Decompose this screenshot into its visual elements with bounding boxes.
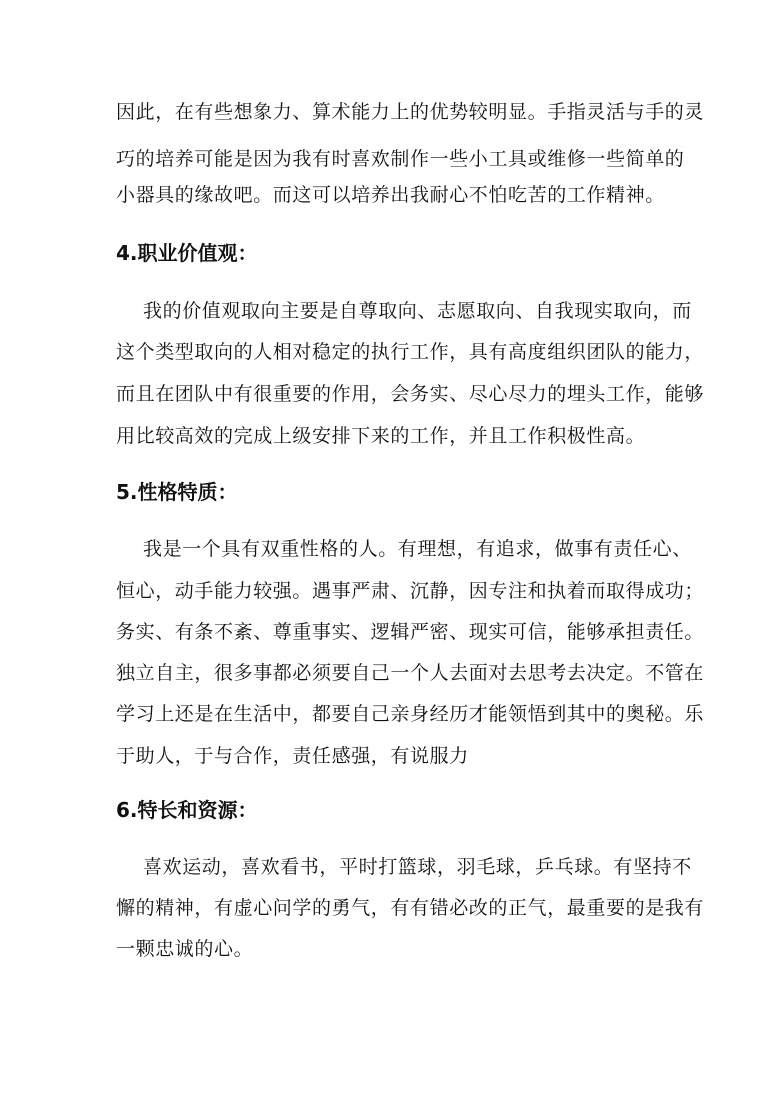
personality-paragraph-line: 务实、有条不紊、尊重事实、逻辑严密、现实可信，能够承担责任。 (116, 621, 705, 643)
intro-line: 因此，在有些想象力、算术能力上的优势较明显。手指灵活与手的灵 (116, 101, 705, 123)
personality-paragraph-line: 独立自主，很多事都必须要自己一个人去面对去思考去决定。不管在 (116, 662, 705, 684)
strengths-paragraph-line: 懈的精神，有虚心问学的勇气，有有错必改的正气，最重要的是我有 (116, 897, 705, 919)
section-heading-personality: 5.性格特质： (116, 480, 238, 504)
section-heading-values: 4.职业价值观： (116, 241, 258, 265)
values-paragraph-line: 这个类型取向的人相对稳定的执行工作，具有高度组织团队的能力， (116, 341, 705, 363)
personality-paragraph-line: 于助人，于与合作，责任感强，有说服力 (116, 745, 469, 767)
section-heading-strengths: 6.特长和资源： (116, 798, 258, 822)
intro-line: 巧的培养可能是因为我有时喜欢制作一些小工具或维修一些简单的 (116, 148, 685, 170)
strengths-paragraph-line: 一颗忠诚的心。 (116, 938, 254, 960)
intro-line: 小器具的缘故吧。而这可以培养出我耐心不怕吃苦的工作精神。 (116, 184, 665, 206)
values-paragraph-line: 而且在团队中有很重要的作用，会务实、尽心尽力的埋头工作，能够 (116, 383, 705, 405)
personality-paragraph-line: 学习上还是在生活中，都要自己亲身经历才能领悟到其中的奥秘。乐 (116, 703, 705, 725)
personality-paragraph-line: 我是一个具有双重性格的人。有理想，有追求，做事有责任心、 (143, 538, 692, 560)
values-paragraph-line: 我的价值观取向主要是自尊取向、志愿取向、自我现实取向，而 (143, 300, 692, 322)
personality-paragraph-line: 恒心，动手能力较强。遇事严肃、沉静，因专注和执着而取得成功； (116, 580, 705, 602)
strengths-paragraph-line: 喜欢运动，喜欢看书，平时打篮球，羽毛球，乒乓球。有坚持不 (143, 856, 692, 878)
values-paragraph-line: 用比较高效的完成上级安排下来的工作，并且工作积极性高。 (116, 425, 646, 447)
